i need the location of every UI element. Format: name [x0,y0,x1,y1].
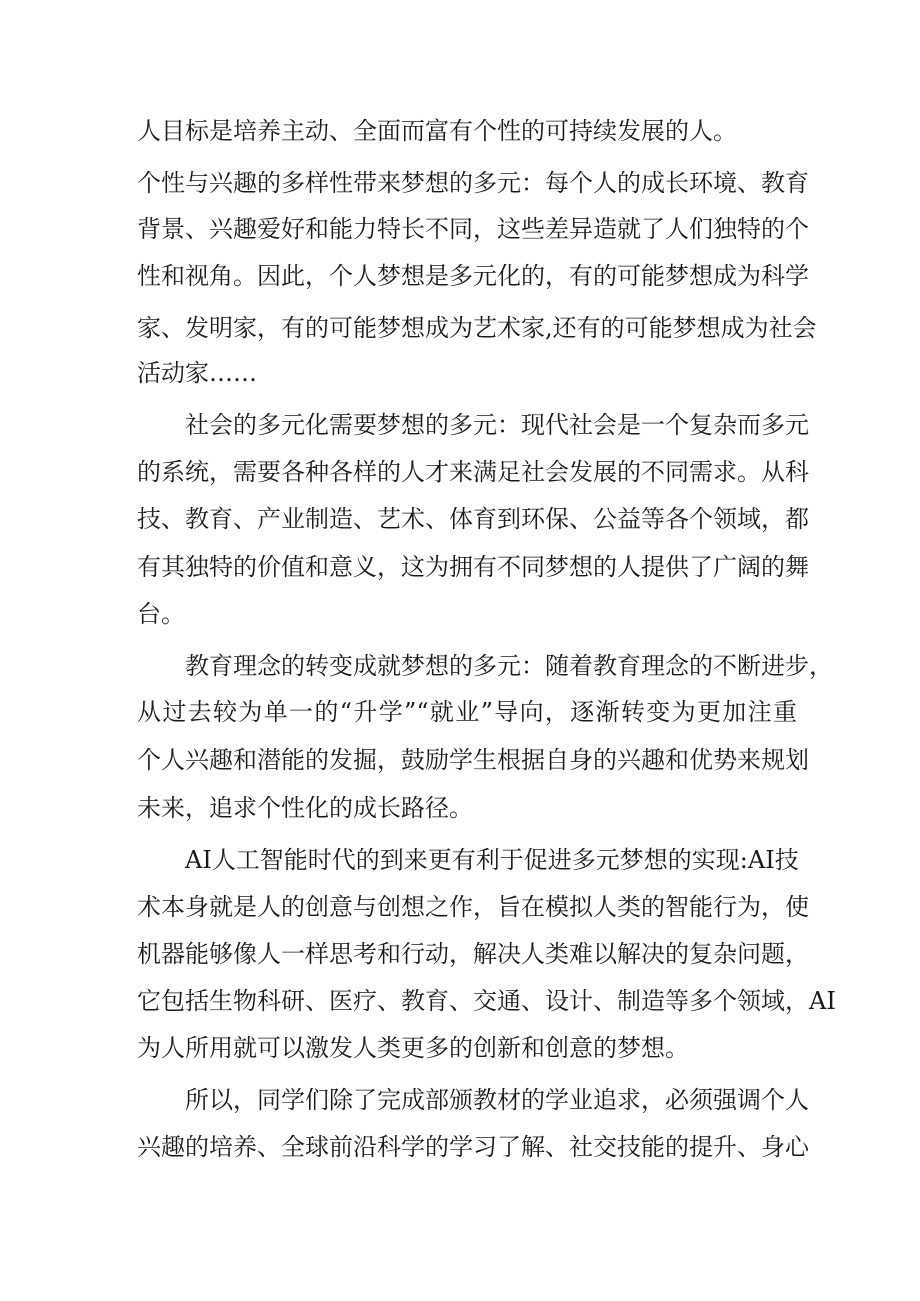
text-line: 台。 [137,600,185,628]
text-line: 从过去较为单一的“升学”“就业”导向，逐渐转变为更加注重 [137,698,797,726]
paragraph-first-line: 社会的多元化需要梦想的多元：现代社会是一个复杂而多元 [185,411,809,439]
text-line: 家、发明家，有的可能梦想成为艺术家,还有的可能梦想成为社会 [137,314,817,342]
text-line: 个人兴趣和潜能的发掘，鼓励学生根据自身的兴趣和优势来规划 [137,746,809,774]
text-line: 术本身就是人的创意与创想之作，旨在模拟人类的智能行为，使 [137,893,809,921]
paragraph-first-line: 教育理念的转变成就梦想的多元：随着教育理念的不断进步， [185,652,833,680]
text-line: 人目标是培养主动、全面而富有个性的可持续发展的人。 [137,117,737,145]
text-line: 活动家…… [137,359,257,387]
text-line: 技、教育、产业制造、艺术、体育到环保、公益等各个领域，都 [137,505,809,533]
paragraph-first-line: 所以，同学们除了完成部颁教材的学业追求，必须强调个人 [185,1086,809,1114]
text-line: 它包括生物科研、医疗、教育、交通、设计、制造等多个领域，AI [137,987,836,1015]
text-line: 未来，追求个性化的成长路径。 [137,794,473,822]
text-line: 为人所用就可以激发人类更多的创新和创意的梦想。 [137,1034,689,1062]
paragraph-first-line: AI人工智能时代的到来更有利于促进多元梦想的实现:AI技 [185,846,799,874]
text-line: 背景、兴趣爱好和能力特长不同，这些差异造就了人们独特的个 [137,215,809,243]
text-line: 的系统，需要各种各样的人才来满足社会发展的不同需求。从科 [137,458,809,486]
text-line: 有其独特的价值和意义，这为拥有不同梦想的人提供了广阔的舞 [137,553,809,581]
text-line: 个性与兴趣的多样性带来梦想的多元：每个人的成长环境、教育 [137,169,809,197]
text-line: 兴趣的培养、全球前沿科学的学习了解、社交技能的提升、身心 [137,1133,809,1161]
text-line: 机器能够像人一样思考和行动，解决人类难以解决的复杂问题， [137,940,809,968]
text-line: 性和视角。因此，个人梦想是多元化的，有的可能梦想成为科学 [137,262,809,290]
